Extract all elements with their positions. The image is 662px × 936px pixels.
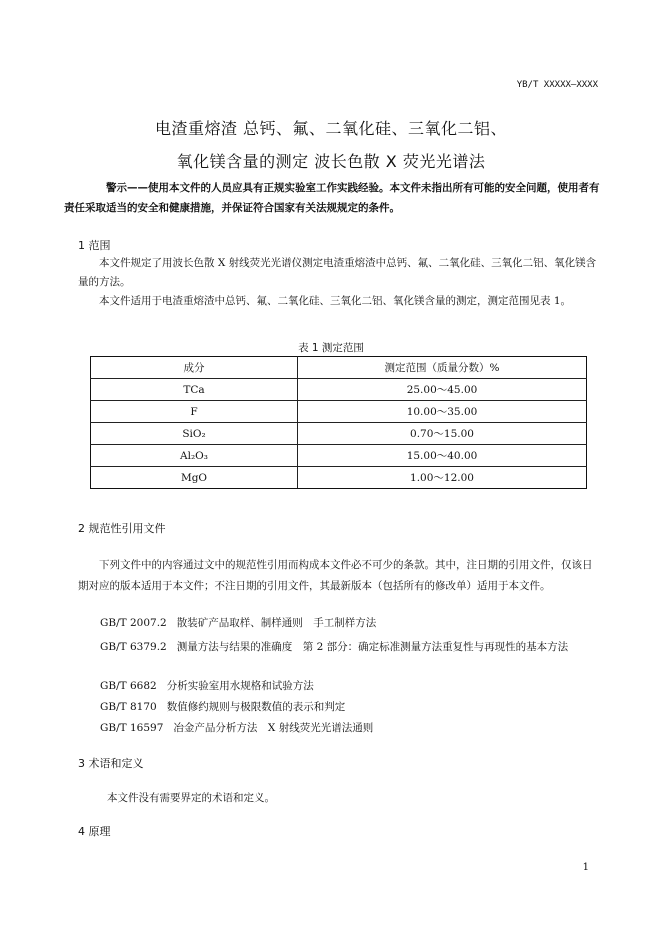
document-title-line1: 电渣重熔渣 总钙、氟、二氧化硅、三氧化二铝、 <box>154 119 508 138</box>
reference-title: 分析实验室用水规格和试验方法 <box>166 680 314 692</box>
table-row <box>91 401 587 423</box>
standard-code: YB/T XXXXX—XXXX <box>516 80 598 90</box>
section-heading-terms: 3 术语和定义 <box>78 757 144 770</box>
measurement-range-table <box>90 356 587 489</box>
reference-title: 测量方法与结果的准确度 第 2 部分：确定标准测量方法重复性与再现性的基本方法 <box>176 641 569 653</box>
header-range: 测定范围（质量分数）% <box>298 357 587 379</box>
header-component: 成分 <box>91 357 298 379</box>
section-heading-references: 2 规范性引用文件 <box>78 522 166 535</box>
table-caption: 表 1 测定范围 <box>298 342 364 354</box>
cell-component: Al₂O₃ <box>91 445 298 467</box>
cell-component: MgO <box>91 467 298 489</box>
cell-range: 10.00～35.00 <box>298 401 587 423</box>
cell-component: F <box>91 401 298 423</box>
references-intro: 下列文件中的内容通过文中的规范性引用而构成本文件必不可少的条款。其中，注日期的引用文件，仅该日期对应的版本适用于本文件；不注日期的引用文件，其最新版本（包括所有的修改单）适用于本文件。 <box>78 559 593 592</box>
document-title-line2: 氧化镁含量的测定 波长色散 X 荧光光谱法 <box>176 152 486 171</box>
safety-warning: 警示——使用本文件的人员应具有正规实验室工作实践经验。本文件未指出所有可能的安全问题，使用者有责任采取适当的安全和健康措施，并保证符合国家有关法规规定的条件。 <box>64 182 600 214</box>
reference-code: GB/T 6379.2 <box>100 641 167 653</box>
cell-component: SiO₂ <box>91 423 298 445</box>
reference-title: 散装矿产品取样、制样通则 手工制样方法 <box>176 617 377 629</box>
reference-title: 数值修约规则与极限数值的表示和判定 <box>166 701 346 713</box>
reference-code: GB/T 2007.2 <box>100 617 167 629</box>
cell-component: TCa <box>91 379 298 401</box>
reference-item <box>100 615 376 630</box>
section-heading-principle: 4 原理 <box>78 825 111 838</box>
cell-range: 25.00～45.00 <box>298 379 587 401</box>
table-header-row <box>91 357 587 379</box>
cell-range: 0.70～15.00 <box>298 423 587 445</box>
reference-item <box>100 678 314 693</box>
table-row <box>91 445 587 467</box>
section-heading-scope: 1 范围 <box>78 239 111 252</box>
cell-range: 15.00～40.00 <box>298 445 587 467</box>
table-row <box>91 467 587 489</box>
cell-range: 1.00～12.00 <box>298 467 587 489</box>
reference-item <box>100 699 345 714</box>
reference-item <box>78 637 600 658</box>
scope-paragraph-1: 本文件规定了用波长色散 X 射线荧光光谱仪测定电渣重熔渣中总钙、氟、二氧化硅、三氧化二铝、氧化镁含量的方法。 <box>78 257 597 288</box>
terms-text: 本文件没有需要界定的术语和定义。 <box>107 792 275 804</box>
reference-code: GB/T 8170 <box>100 701 157 713</box>
table-row <box>91 423 587 445</box>
reference-code: GB/T 16597 <box>100 722 164 734</box>
reference-title: 冶金产品分析方法 X 射线荧光光谱法通则 <box>173 722 374 734</box>
reference-item <box>100 720 373 735</box>
reference-code: GB/T 6682 <box>100 680 157 692</box>
table-row <box>91 379 587 401</box>
scope-paragraph-2: 本文件适用于电渣重熔渣中总钙、氟、二氧化硅、三氧化二铝、氧化镁含量的测定，测定范围见表 1。 <box>99 295 572 307</box>
page-number: 1 <box>582 862 589 873</box>
